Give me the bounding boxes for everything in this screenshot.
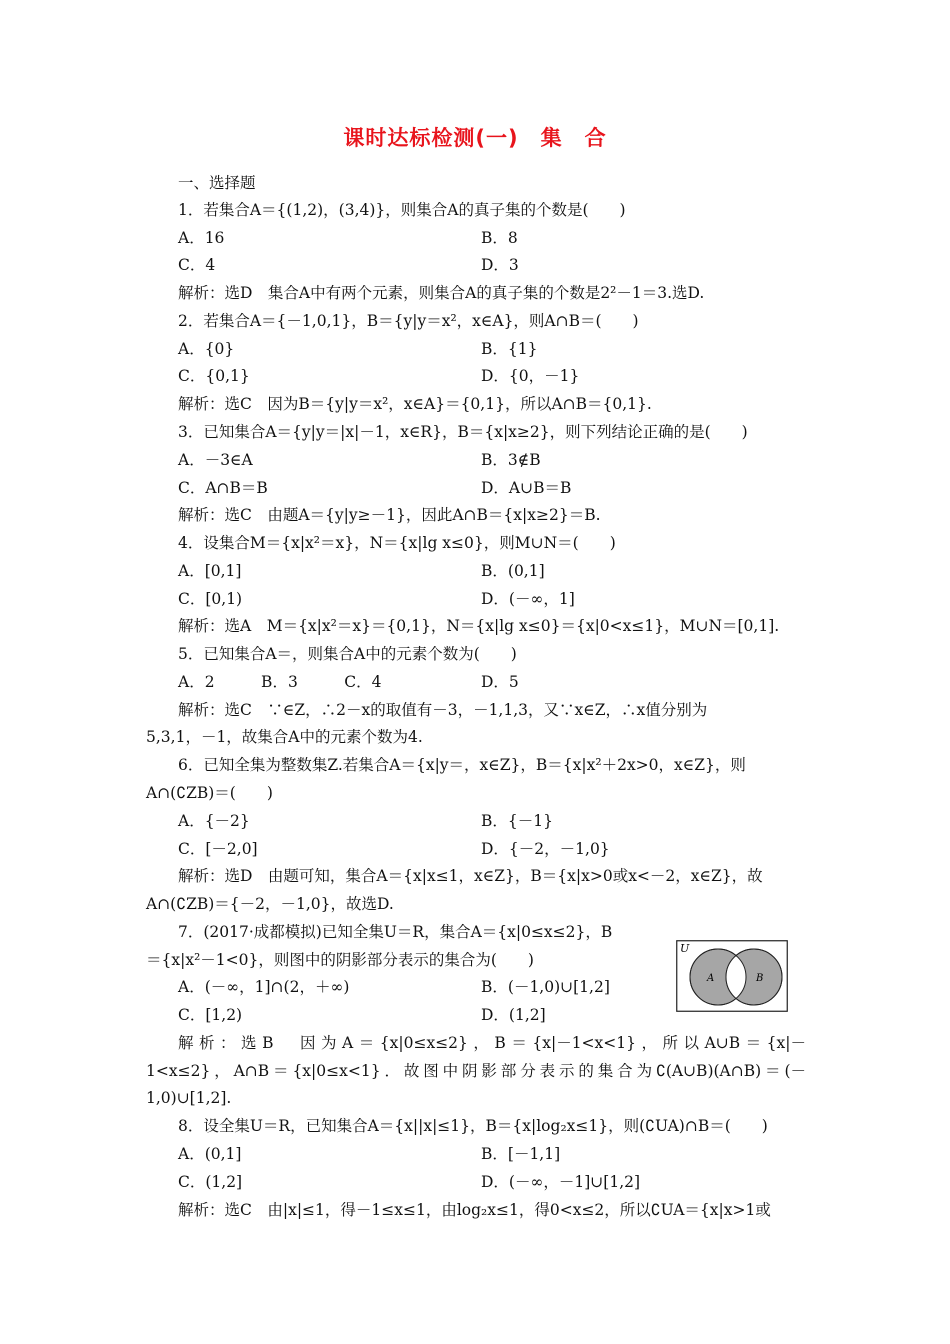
q6-option-d: D．{－2，－1,0} bbox=[481, 840, 610, 858]
q4-solution: 解析：选A M＝{x|x²＝x}＝{0,1}，N＝{x|lg x≤0}＝{x|0<x≤1}，M∪N＝[0,1]. bbox=[178, 617, 780, 635]
q3-option-c: C．A∩B＝B bbox=[178, 479, 268, 497]
page-title: 课时达标检测(一) 集 合 bbox=[343, 126, 607, 150]
q5-solution: 解析：选C ∵∈Z，∴2－x的取值有－3，－1,1,3，又∵x∈Z，∴x值分别为 bbox=[178, 701, 708, 719]
q6-option-a: A．{－2} bbox=[178, 812, 250, 830]
q7-solution: 解析：选B 因为A＝{x|0≤x≤2}，B＝{x|－1<x<1}，所以A∪B＝{x|－ bbox=[178, 1034, 806, 1052]
q8-solution: 解析：选C 由|x|≤1，得－1≤x≤1，由log₂x≤1，得0<x≤2，所以∁UA＝{x|x>1或 bbox=[178, 1201, 771, 1219]
q7-solution-end: 1,0)∪[1,2]. bbox=[146, 1089, 232, 1107]
q1-option-c: C．4 bbox=[178, 256, 216, 274]
q2-option-c: C．{0,1} bbox=[178, 367, 250, 385]
venn-label-b: B bbox=[756, 973, 764, 984]
q7-option-b: B．(－1,0)∪[1,2] bbox=[481, 978, 610, 996]
q6-stem-cont: A∩(∁ZB)＝( ) bbox=[146, 784, 273, 802]
q7-option-a: A．(－∞，1]∩(2，＋∞) bbox=[178, 978, 350, 996]
q1-solution: 解析：选D 集合A中有两个元素，则集合A的真子集的个数是2²－1＝3.选D. bbox=[178, 284, 705, 302]
venn-label-a: A bbox=[707, 973, 715, 984]
venn-diagram bbox=[676, 940, 788, 1012]
q1-option-d: D．3 bbox=[481, 256, 519, 274]
q3-stem: 3．已知集合A＝{y|y＝|x|－1，x∈R}，B＝{x|x≥2}，则下列结论正确的是( ) bbox=[178, 423, 748, 441]
q7-solution-cont: 1<x≤2}，A∩B＝{x|0≤x<1}．故图中阴影部分表示的集合为∁(A∪B)(A∩B)＝(－ bbox=[146, 1062, 806, 1080]
q8-option-c: C．(1,2] bbox=[178, 1173, 243, 1191]
q4-option-a: A．[0,1] bbox=[178, 562, 242, 580]
q5-option-d: D．5 bbox=[481, 673, 519, 691]
q7-stem-cont: ＝{x|x²－1<0}，则图中的阴影部分表示的集合为( ) bbox=[146, 951, 534, 969]
q3-option-b: B．3∉B bbox=[481, 451, 541, 469]
q1-option-a: A．16 bbox=[178, 229, 225, 247]
section-heading: 一、选择题 bbox=[178, 174, 256, 192]
venn-label-u: U bbox=[680, 942, 690, 955]
q3-solution: 解析：选C 由题A＝{y|y≥－1}，因此A∩B＝{x|x≥2}＝B. bbox=[178, 506, 601, 524]
q2-option-b: B．{1} bbox=[481, 340, 538, 358]
q4-option-c: C．[0,1) bbox=[178, 590, 243, 608]
q2-solution: 解析：选C 因为B＝{y|y＝x²，x∈A}＝{0,1}，所以A∩B＝{0,1}. bbox=[178, 395, 652, 413]
q8-option-d: D．(－∞，－1]∪[1,2] bbox=[481, 1173, 641, 1191]
q5-options-abc: A．2 B．3 C．4 bbox=[178, 673, 382, 691]
q3-option-a: A．－3∈A bbox=[178, 451, 253, 469]
q7-option-d: D．(1,2] bbox=[481, 1006, 546, 1024]
q3-option-d: D．A∪B＝B bbox=[481, 479, 572, 497]
q1-stem: 1．若集合A＝{(1,2)，(3,4)}，则集合A的真子集的个数是( ) bbox=[178, 201, 626, 219]
q1-option-b: B．8 bbox=[481, 229, 518, 247]
q7-stem: 7．(2017·成都模拟)已知全集U＝R，集合A＝{x|0≤x≤2}，B bbox=[178, 923, 613, 941]
q8-stem: 8．设全集U＝R，已知集合A＝{x||x|≤1}，B＝{x|log₂x≤1}，则(∁UA)∩B＝( ) bbox=[178, 1117, 768, 1135]
q6-solution-cont: A∩(∁ZB)＝{－2，－1,0}，故选D. bbox=[146, 895, 394, 913]
q2-stem: 2．若集合A＝{－1,0,1}，B＝{y|y＝x²，x∈A}，则A∩B＝( ) bbox=[178, 312, 639, 330]
q5-solution-cont: 5,3,1，－1，故集合A中的元素个数为4. bbox=[146, 728, 423, 746]
q4-option-b: B．(0,1] bbox=[481, 562, 545, 580]
q8-option-b: B．[－1,1] bbox=[481, 1145, 561, 1163]
q5-stem: 5．已知集合A＝，则集合A中的元素个数为( ) bbox=[178, 645, 517, 663]
q6-stem: 6．已知全集为整数集Z.若集合A＝{x|y＝，x∈Z}，B＝{x|x²＋2x>0，x∈Z}，则 bbox=[178, 756, 746, 774]
q2-option-d: D．{0，－1} bbox=[481, 367, 580, 385]
q6-option-c: C．[－2,0] bbox=[178, 840, 258, 858]
q6-solution: 解析：选D 由题可知，集合A＝{x|x≤1，x∈Z}，B＝{x|x>0或x<－2，x∈Z}，故 bbox=[178, 867, 763, 885]
q6-option-b: B．{－1} bbox=[481, 812, 553, 830]
q4-stem: 4．设集合M＝{x|x²＝x}，N＝{x|lg x≤0}，则M∪N＝( ) bbox=[178, 534, 616, 552]
q8-option-a: A．(0,1] bbox=[178, 1145, 242, 1163]
q4-option-d: D．(－∞，1] bbox=[481, 590, 575, 608]
q2-option-a: A．{0} bbox=[178, 340, 235, 358]
q7-option-c: C．[1,2) bbox=[178, 1006, 243, 1024]
